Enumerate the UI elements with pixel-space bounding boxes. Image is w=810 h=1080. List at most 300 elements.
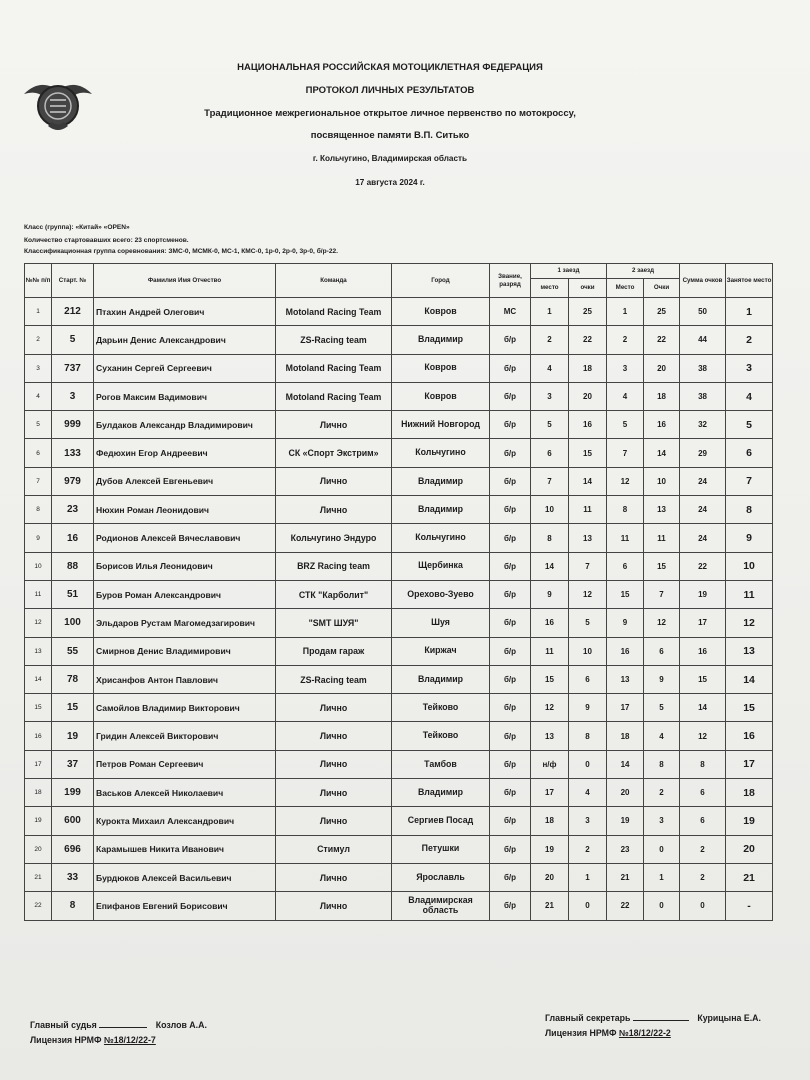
cell-heat1-place: 16 (531, 609, 569, 637)
cell-heat1-points: 14 (569, 467, 607, 495)
cell-city: Владимир (392, 665, 490, 693)
cell-start-number: 51 (52, 580, 94, 608)
judge-signature-line (30, 1020, 207, 1030)
cell-final-place: 9 (726, 524, 773, 552)
cell-heat2-points: 7 (644, 580, 680, 608)
secretary-title: Главный секретарь (545, 1013, 631, 1023)
cell-total-points: 6 (680, 807, 726, 835)
cell-num: 9 (25, 524, 52, 552)
cell-rank: б/р (490, 807, 531, 835)
cell-athlete-name: Карамышев Никита Иванович (94, 835, 276, 863)
cell-heat2-points: 22 (644, 326, 680, 354)
cell-city: Киржач (392, 637, 490, 665)
cell-heat2-points: 6 (644, 637, 680, 665)
cell-start-number: 199 (52, 779, 94, 807)
cell-heat2-place: 18 (607, 722, 644, 750)
cell-start-number: 8 (52, 892, 94, 920)
cell-city: Кольчугино (392, 439, 490, 467)
cell-heat1-place: 19 (531, 835, 569, 863)
cell-total-points: 38 (680, 354, 726, 382)
cell-heat1-points: 25 (569, 298, 607, 326)
protocol-title: ПРОТОКОЛ ЛИЧНЫХ РЕЗУЛЬТАТОВ (305, 85, 475, 96)
secretary-name: Курицына Е.А. (697, 1013, 761, 1023)
results-table (24, 263, 773, 921)
cell-team: Кольчугино Эндуро (276, 524, 392, 552)
cell-heat2-points: 14 (644, 439, 680, 467)
table-row (25, 863, 773, 891)
cell-total-points: 8 (680, 750, 726, 778)
cell-team: СТК "Карболит" (276, 580, 392, 608)
cell-heat1-points: 4 (569, 779, 607, 807)
cell-team: Motoland Racing Team (276, 354, 392, 382)
table-row (25, 411, 773, 439)
cell-final-place: 17 (726, 750, 773, 778)
cell-final-place: 2 (726, 326, 773, 354)
cell-city: Владимир (392, 467, 490, 495)
cell-heat2-place: 4 (607, 382, 644, 410)
cell-num: 14 (25, 665, 52, 693)
cell-athlete-name: Хрисанфов Антон Павлович (94, 665, 276, 693)
cell-city: Ковров (392, 298, 490, 326)
cell-rank: б/р (490, 439, 531, 467)
judge-license-label: Лицензия НРМФ (30, 1035, 102, 1045)
cell-final-place: 20 (726, 835, 773, 863)
cell-total-points: 17 (680, 609, 726, 637)
cell-team: Продам гараж (276, 637, 392, 665)
cell-athlete-name: Эльдаров Рустам Магомедзагирович (94, 609, 276, 637)
cell-start-number: 600 (52, 807, 94, 835)
cell-heat1-place: 6 (531, 439, 569, 467)
cell-rank: б/р (490, 467, 531, 495)
event-dedication: посвященное памяти В.П. Ситько (310, 130, 470, 141)
cell-rank: б/р (490, 637, 531, 665)
cell-heat1-points: 15 (569, 439, 607, 467)
cell-heat2-place: 2 (607, 326, 644, 354)
cell-heat2-points: 2 (644, 779, 680, 807)
table-row (25, 835, 773, 863)
cell-heat1-points: 11 (569, 496, 607, 524)
cell-heat2-place: 22 (607, 892, 644, 920)
cell-total-points: 24 (680, 496, 726, 524)
cell-athlete-name: Епифанов Евгений Борисович (94, 892, 276, 920)
cell-final-place: - (726, 892, 773, 920)
cell-heat1-points: 1 (569, 863, 607, 891)
cell-start-number: 78 (52, 665, 94, 693)
cell-heat2-place: 5 (607, 411, 644, 439)
cell-team: ZS-Racing team (276, 665, 392, 693)
cell-heat1-place: 12 (531, 694, 569, 722)
cell-heat1-place: 21 (531, 892, 569, 920)
cell-athlete-name: Рогов Максим Вадимович (94, 382, 276, 410)
class-line: Класс (группа): «Китай» «OPEN» (24, 224, 130, 231)
cell-final-place: 14 (726, 665, 773, 693)
cell-total-points: 24 (680, 467, 726, 495)
event-date: 17 августа 2024 г. (355, 178, 425, 187)
cell-city: Ярославль (392, 863, 490, 891)
cell-num: 5 (25, 411, 52, 439)
col-header-place1: место (531, 279, 569, 298)
cell-num: 13 (25, 637, 52, 665)
cell-heat1-place: 8 (531, 524, 569, 552)
cell-num: 3 (25, 354, 52, 382)
table-row (25, 552, 773, 580)
cell-team: Лично (276, 863, 392, 891)
cell-city: Владимир (392, 496, 490, 524)
results-body (25, 298, 773, 921)
table-row (25, 467, 773, 495)
cell-num: 7 (25, 467, 52, 495)
secretary-license-label: Лицензия НРМФ (545, 1028, 617, 1038)
judge-license-number: №18/12/22-7 (103, 1035, 156, 1045)
col-header-heat2: 2 заезд (607, 264, 680, 279)
col-header-num: №№ п/п (25, 264, 52, 298)
cell-team: Лично (276, 722, 392, 750)
cell-athlete-name: Гридин Алексей Викторович (94, 722, 276, 750)
cell-city: Ковров (392, 382, 490, 410)
cell-start-number: 16 (52, 524, 94, 552)
cell-total-points: 50 (680, 298, 726, 326)
cell-rank: б/р (490, 835, 531, 863)
cell-heat2-points: 0 (644, 892, 680, 920)
cell-heat1-points: 13 (569, 524, 607, 552)
cell-total-points: 32 (680, 411, 726, 439)
cell-heat1-points: 16 (569, 411, 607, 439)
cell-team: BRZ Racing team (276, 552, 392, 580)
cell-start-number: 3 (52, 382, 94, 410)
cell-city: Сергиев Посад (392, 807, 490, 835)
cell-rank: б/р (490, 892, 531, 920)
cell-heat1-points: 20 (569, 382, 607, 410)
cell-team: СК «Спорт Экстрим» (276, 439, 392, 467)
cell-city: Ковров (392, 354, 490, 382)
cell-rank: б/р (490, 609, 531, 637)
cell-heat2-points: 5 (644, 694, 680, 722)
cell-num: 8 (25, 496, 52, 524)
federation-emblem-icon (22, 64, 94, 136)
table-row (25, 580, 773, 608)
cell-rank: МС (490, 298, 531, 326)
cell-heat1-place: 13 (531, 722, 569, 750)
cell-heat1-points: 7 (569, 552, 607, 580)
cell-heat2-points: 12 (644, 609, 680, 637)
cell-total-points: 15 (680, 665, 726, 693)
cell-team: Лично (276, 411, 392, 439)
cell-heat2-place: 13 (607, 665, 644, 693)
cell-heat2-place: 16 (607, 637, 644, 665)
secretary-signature-line (545, 1013, 761, 1023)
cell-start-number: 19 (52, 722, 94, 750)
cell-rank: б/р (490, 524, 531, 552)
event-location: г. Кольчугино, Владимирская область (312, 154, 468, 163)
cell-final-place: 7 (726, 467, 773, 495)
col-header-city: Город (392, 264, 490, 298)
cell-heat1-points: 2 (569, 835, 607, 863)
cell-total-points: 2 (680, 863, 726, 891)
cell-heat1-place: 1 (531, 298, 569, 326)
cell-heat2-place: 8 (607, 496, 644, 524)
cell-start-number: 979 (52, 467, 94, 495)
cell-athlete-name: Бурдюков Алексей Васильевич (94, 863, 276, 891)
cell-final-place: 4 (726, 382, 773, 410)
cell-rank: б/р (490, 863, 531, 891)
cell-city: Тейково (392, 694, 490, 722)
cell-team: Лично (276, 496, 392, 524)
cell-heat1-place: 18 (531, 807, 569, 835)
table-row (25, 439, 773, 467)
cell-team: Стимул (276, 835, 392, 863)
cell-team: Лично (276, 467, 392, 495)
cell-city: Кольчугино (392, 524, 490, 552)
cell-start-number: 5 (52, 326, 94, 354)
cell-start-number: 23 (52, 496, 94, 524)
cell-total-points: 2 (680, 835, 726, 863)
cell-athlete-name: Буров Роман Александрович (94, 580, 276, 608)
cell-total-points: 14 (680, 694, 726, 722)
cell-num: 11 (25, 580, 52, 608)
cell-heat2-points: 3 (644, 807, 680, 835)
cell-heat1-place: 4 (531, 354, 569, 382)
cell-num: 1 (25, 298, 52, 326)
cell-total-points: 0 (680, 892, 726, 920)
cell-rank: б/р (490, 326, 531, 354)
cell-num: 4 (25, 382, 52, 410)
cell-start-number: 999 (52, 411, 94, 439)
cell-heat2-points: 0 (644, 835, 680, 863)
cell-city: Щербинка (392, 552, 490, 580)
cell-heat1-points: 0 (569, 750, 607, 778)
starters-line: Количество стартовавших всего: 23 спортсменов. (24, 237, 189, 244)
cell-heat2-points: 13 (644, 496, 680, 524)
cell-heat2-points: 8 (644, 750, 680, 778)
cell-athlete-name: Нюхин Роман Леонидович (94, 496, 276, 524)
cell-heat2-place: 23 (607, 835, 644, 863)
table-row (25, 298, 773, 326)
cell-start-number: 100 (52, 609, 94, 637)
cell-start-number: 696 (52, 835, 94, 863)
cell-heat1-points: 6 (569, 665, 607, 693)
cell-num: 10 (25, 552, 52, 580)
cell-team: Лично (276, 892, 392, 920)
cell-heat2-points: 20 (644, 354, 680, 382)
cell-rank: б/р (490, 552, 531, 580)
secretary-license-number: №18/12/22-2 (618, 1028, 671, 1038)
col-header-final: Занятое место (726, 264, 773, 298)
cell-heat2-place: 19 (607, 807, 644, 835)
cell-heat1-place: 2 (531, 326, 569, 354)
cell-heat2-place: 3 (607, 354, 644, 382)
cell-num: 18 (25, 779, 52, 807)
cell-final-place: 5 (726, 411, 773, 439)
cell-total-points: 12 (680, 722, 726, 750)
cell-num: 6 (25, 439, 52, 467)
cell-athlete-name: Смирнов Денис Владимирович (94, 637, 276, 665)
cell-athlete-name: Борисов Илья Леонидович (94, 552, 276, 580)
table-row (25, 326, 773, 354)
cell-athlete-name: Дарьин Денис Александрович (94, 326, 276, 354)
cell-heat1-points: 10 (569, 637, 607, 665)
cell-final-place: 1 (726, 298, 773, 326)
cell-start-number: 88 (52, 552, 94, 580)
cell-city: Владимирская область (392, 892, 490, 920)
cell-num: 20 (25, 835, 52, 863)
cell-rank: б/р (490, 354, 531, 382)
cell-team: Лично (276, 807, 392, 835)
cell-heat1-place: 7 (531, 467, 569, 495)
cell-heat1-points: 9 (569, 694, 607, 722)
cell-heat2-points: 11 (644, 524, 680, 552)
cell-num: 12 (25, 609, 52, 637)
cell-heat1-place: 20 (531, 863, 569, 891)
col-header-total: Сумма очков (680, 264, 726, 298)
cell-total-points: 6 (680, 779, 726, 807)
table-row (25, 609, 773, 637)
table-row (25, 779, 773, 807)
cell-rank: б/р (490, 665, 531, 693)
cell-heat1-place: н/ф (531, 750, 569, 778)
cell-total-points: 19 (680, 580, 726, 608)
cell-heat1-points: 22 (569, 326, 607, 354)
cell-heat2-place: 20 (607, 779, 644, 807)
cell-heat1-points: 18 (569, 354, 607, 382)
cell-final-place: 21 (726, 863, 773, 891)
cell-rank: б/р (490, 411, 531, 439)
cell-city: Орехово-Зуево (392, 580, 490, 608)
cell-rank: б/р (490, 382, 531, 410)
cell-start-number: 37 (52, 750, 94, 778)
col-header-place2: Место (607, 279, 644, 298)
table-row (25, 637, 773, 665)
cell-final-place: 12 (726, 609, 773, 637)
cell-total-points: 38 (680, 382, 726, 410)
cell-total-points: 22 (680, 552, 726, 580)
cell-num: 17 (25, 750, 52, 778)
cell-heat1-place: 10 (531, 496, 569, 524)
col-header-heat1: 1 заезд (531, 264, 607, 279)
cell-athlete-name: Федюхин Егор Андреевич (94, 439, 276, 467)
cell-num: 21 (25, 863, 52, 891)
cell-rank: б/р (490, 580, 531, 608)
col-header-points1: очки (569, 279, 607, 298)
cell-team: Лично (276, 750, 392, 778)
cell-team: Motoland Racing Team (276, 382, 392, 410)
cell-heat2-place: 17 (607, 694, 644, 722)
cell-athlete-name: Родионов Алексей Вячеславович (94, 524, 276, 552)
cell-heat1-place: 17 (531, 779, 569, 807)
cell-athlete-name: Курокта Михаил Александрович (94, 807, 276, 835)
cell-athlete-name: Булдаков Александр Владимирович (94, 411, 276, 439)
cell-num: 2 (25, 326, 52, 354)
cell-heat1-place: 14 (531, 552, 569, 580)
cell-final-place: 6 (726, 439, 773, 467)
cell-heat2-place: 14 (607, 750, 644, 778)
table-row (25, 694, 773, 722)
cell-athlete-name: Суханин Сергей Сергеевич (94, 354, 276, 382)
table-row (25, 892, 773, 920)
table-row (25, 807, 773, 835)
col-header-name: Фамилия Имя Отчество (94, 264, 276, 298)
table-row (25, 750, 773, 778)
cell-final-place: 19 (726, 807, 773, 835)
cell-athlete-name: Дубов Алексей Евгеньевич (94, 467, 276, 495)
cell-final-place: 8 (726, 496, 773, 524)
col-header-team: Команда (276, 264, 392, 298)
cell-team: Лично (276, 779, 392, 807)
cell-final-place: 13 (726, 637, 773, 665)
cell-heat2-points: 18 (644, 382, 680, 410)
cell-city: Нижний Новгород (392, 411, 490, 439)
cell-final-place: 18 (726, 779, 773, 807)
cell-heat2-place: 12 (607, 467, 644, 495)
cell-final-place: 10 (726, 552, 773, 580)
cell-heat2-place: 21 (607, 863, 644, 891)
table-row (25, 496, 773, 524)
cell-city: Тамбов (392, 750, 490, 778)
cell-start-number: 737 (52, 354, 94, 382)
col-header-start: Старт. № (52, 264, 94, 298)
classification-line: Классификационная группа соревнования: ЗМС-0, МСМК-0, МС-1, КМС-0, 1р-0, 2р-0, 3р-0, б/р-22. (24, 248, 338, 255)
cell-team: "SMT ШУЯ" (276, 609, 392, 637)
cell-rank: б/р (490, 779, 531, 807)
cell-athlete-name: Васьков Алексей Николаевич (94, 779, 276, 807)
cell-start-number: 212 (52, 298, 94, 326)
cell-start-number: 55 (52, 637, 94, 665)
cell-athlete-name: Петров Роман Сергеевич (94, 750, 276, 778)
cell-num: 15 (25, 694, 52, 722)
cell-heat2-points: 16 (644, 411, 680, 439)
cell-num: 22 (25, 892, 52, 920)
cell-heat1-place: 9 (531, 580, 569, 608)
cell-rank: б/р (490, 722, 531, 750)
cell-total-points: 29 (680, 439, 726, 467)
cell-heat1-place: 3 (531, 382, 569, 410)
cell-heat2-points: 9 (644, 665, 680, 693)
cell-start-number: 33 (52, 863, 94, 891)
cell-heat2-points: 10 (644, 467, 680, 495)
table-row (25, 665, 773, 693)
cell-heat2-place: 6 (607, 552, 644, 580)
table-row (25, 722, 773, 750)
cell-final-place: 16 (726, 722, 773, 750)
judge-name: Козлов А.А. (155, 1020, 207, 1030)
table-row (25, 382, 773, 410)
cell-total-points: 44 (680, 326, 726, 354)
cell-heat1-place: 15 (531, 665, 569, 693)
cell-heat2-points: 25 (644, 298, 680, 326)
cell-heat1-points: 3 (569, 807, 607, 835)
cell-heat2-points: 15 (644, 552, 680, 580)
cell-heat2-place: 7 (607, 439, 644, 467)
cell-city: Шуя (392, 609, 490, 637)
cell-heat2-place: 15 (607, 580, 644, 608)
cell-heat2-place: 1 (607, 298, 644, 326)
judge-signature-blank (99, 1027, 147, 1028)
col-header-rank: Звание, разряд (490, 264, 531, 298)
cell-city: Владимир (392, 779, 490, 807)
cell-final-place: 3 (726, 354, 773, 382)
table-row (25, 354, 773, 382)
cell-rank: б/р (490, 694, 531, 722)
cell-start-number: 15 (52, 694, 94, 722)
cell-team: Лично (276, 694, 392, 722)
cell-heat1-points: 8 (569, 722, 607, 750)
cell-num: 19 (25, 807, 52, 835)
cell-heat2-points: 1 (644, 863, 680, 891)
cell-heat1-points: 5 (569, 609, 607, 637)
cell-heat1-place: 5 (531, 411, 569, 439)
col-header-points2: Очки (644, 279, 680, 298)
cell-heat1-place: 11 (531, 637, 569, 665)
cell-heat2-place: 9 (607, 609, 644, 637)
